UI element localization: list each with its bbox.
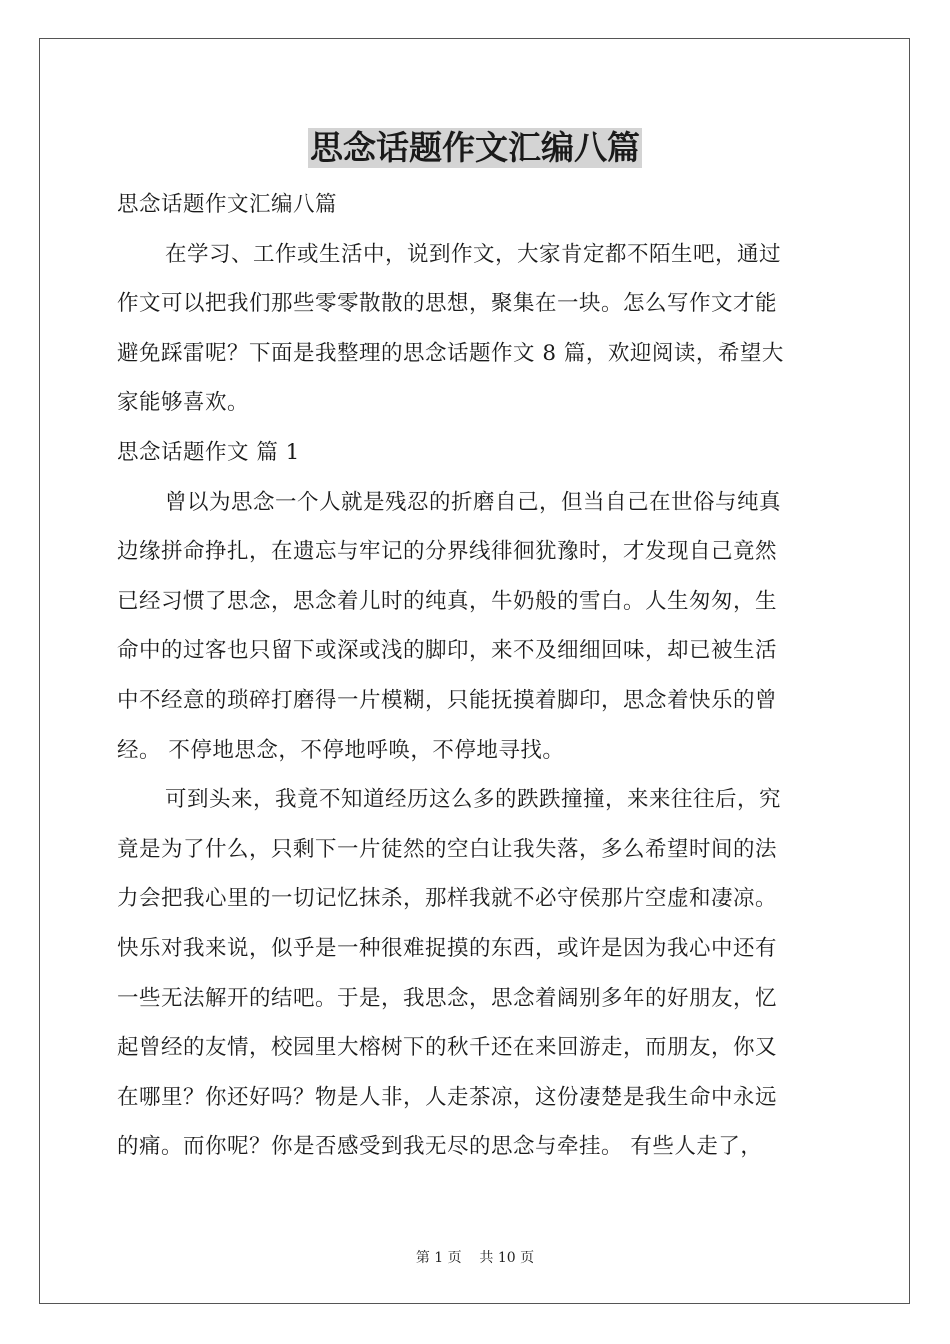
paragraph-line: 竟是为了什么，只剩下一片徒然的空白让我失落，多么希望时间的法 <box>117 836 778 862</box>
subtitle-line: 思念话题作文汇编八篇 <box>117 192 338 217</box>
document-title <box>0 128 950 168</box>
paragraph-line: 边缘拼命挣扎，在遗忘与牢记的分界线徘徊犹豫时，才发现自己竟然 <box>117 539 778 565</box>
paragraph-line: 作文可以把我们那些零零散散的思想，聚集在一块。怎么写作文才能 <box>117 291 778 317</box>
paragraph-line: 的痛。而你呢？你是否感受到我无尽的思念与牵挂。 有些人走了， <box>117 1134 763 1160</box>
paragraph-line: 在学习、工作或生活中，说到作文，大家肯定都不陌生吧，通过 <box>165 241 782 267</box>
paragraph-line: 命中的过客也只留下或深或浅的脚印，来不及细细回味，却已被生活 <box>117 638 778 664</box>
paragraph-line: 快乐对我来说，似乎是一种很难捉摸的东西，或许是因为我心中还有 <box>117 935 778 961</box>
paragraph-line: 起曾经的友情，校园里大榕树下的秋千还在来回游走，而朋友，你又 <box>117 1035 778 1061</box>
section-heading: 思念话题作文 篇 1 <box>117 439 300 465</box>
paragraph-line: 避免踩雷呢？下面是我整理的思念话题作文 8 篇，欢迎阅读，希望大 <box>117 340 784 366</box>
document-title-text: 思念话题作文汇编八篇 <box>310 128 640 167</box>
paragraph-line: 可到头来，我竟不知道经历这么多的跌跌撞撞，来来往往后，究 <box>165 787 782 813</box>
paragraph-line: 家能够喜欢。 <box>117 390 250 416</box>
paragraph-line: 中不经意的琐碎打磨得一片模糊，只能抚摸着脚印，思念着快乐的曾 <box>117 687 778 713</box>
paragraph-line: 力会把我心里的一切记忆抹杀，那样我就不必守侯那片空虚和凄凉。 <box>117 886 778 912</box>
paragraph-line: 经。 不停地思念，不停地呼唤，不停地寻找。 <box>117 737 565 763</box>
paragraph-line: 在哪里？你还好吗？物是人非，人走茶凉，这份凄楚是我生命中永远 <box>117 1084 778 1110</box>
page-footer: 第 1 页 共 10 页 <box>415 1250 535 1266</box>
paragraph-line: 一些无法解开的结吧。于是，我思念，思念着阔别多年的好朋友，忆 <box>117 985 778 1011</box>
paragraph-line: 已经习惯了思念，思念着儿时的纯真，牛奶般的雪白。人生匆匆，生 <box>117 588 778 614</box>
paragraph-line: 曾以为思念一个人就是残忍的折磨自己，但当自己在世俗与纯真 <box>165 489 782 515</box>
document-body <box>117 180 837 1172</box>
